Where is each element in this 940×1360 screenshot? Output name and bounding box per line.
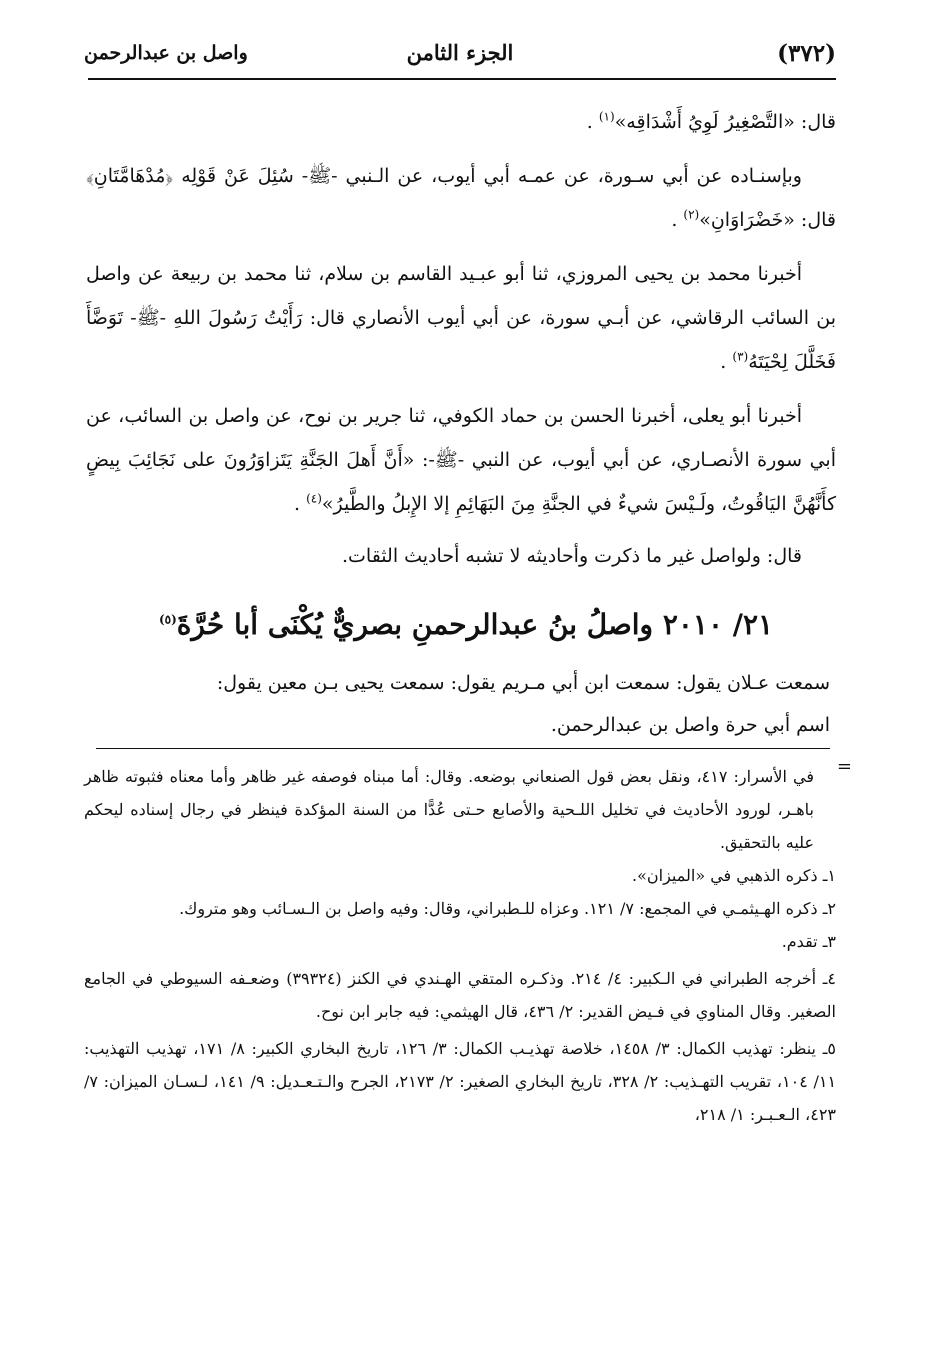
- footnotes: [84, 760, 836, 1131]
- footnote-separator: [96, 748, 826, 749]
- entry-heading: [96, 597, 836, 653]
- paragraph-1-text: قال: «التَّصْغِيرُ لَوِيُ أَشْدَاقِه»: [614, 111, 836, 133]
- paragraph-1: قال: «التَّصْغِيرُ لَوِيُ أَشْدَاقِه»$^{(١)}$ .: [586, 109, 836, 133]
- footnote-ref-3: (٣): [732, 349, 749, 364]
- running-header: [84, 36, 836, 76]
- paragraph-2-text: وبإسنـاده عن أبي سـورة، عن عمـه أبي أيوب، عن الـنبي -ﷺ- سُئِلَ عَنْ قَوْلِه ﴿مُدْهَامَّتَانِ﴾ قال: «خَضْرَاوَانِ»: [86, 165, 836, 231]
- entry-quote: [86, 662, 830, 749]
- entry-quote-line-2: اسم أبي حرة واصل بن عبدالرحمن.: [551, 704, 830, 749]
- footnote-ref-1: (١): [598, 109, 615, 124]
- footnote-1: ١ـ ذكره الذهبي في «الميزان».: [632, 866, 836, 885]
- running-title: واصل بن عبدالرحمن: [84, 42, 248, 64]
- footnote-continuation-mark: =: [836, 756, 852, 777]
- footnote-4: ٤ـ أخرجه الطبراني في الـكبير: ٤/ ٢١٤. وذكـره المتقي الهـندي في الكنز (٣٩٣٢٤) وضعـفه السيوطي في الجامع الصغير. وقال المناوي في فـيض القدير: ٢/ ٤٣٦، قال الهيثمي: فيه جابر ابن نوح.: [84, 969, 837, 1021]
- footnote-ref-2: (٢): [683, 207, 700, 222]
- footnote-2: ٢ـ ذكره الهـيثمـي في المجمع: ٧/ ١٢١. وعزاه للـطبراني، وقال: وفيه واصل بن الـسـائب وهو متروك.: [179, 899, 836, 918]
- paragraph-4: أخبرنا أبو يعلى، أخبرنا الحسن بن حماد الكوفي، ثنا جرير بن نوح، عن واصل بن السائب، عن أبي سورة الأنصـاري، عن أبي أيوب، عن النبي -ﷺ-: «أَنَّ أَهلَ الجَنَّةِ يَتَزاوَرُونَ على نَجَائِبَ بِيضٍ كأَنَّهُنَّ اليَاقُوتُ، ولَـيْسَ شيءٌ في الجنَّةِ مِنَ البَهَائِمِ إلا الإِبلُ والطَّيرُ»$^{(٤)}$ .: [86, 405, 836, 515]
- footnote-ref-5: (٥): [158, 612, 177, 627]
- entry-heading-text: ٢١/ ٢٠١٠ واصلُ بنُ عبدالرحمنِ بصريٌّ يُكْنَى أبا حُرَّةَ: [176, 608, 774, 641]
- footnote-5: ٥ـ ينظر: تهذيب الكمال: ٣/ ١٤٥٨، خلاصة تهذيـب الكمال: ٣/ ١٢٦، تاريخ البخاري الكبير: ٨/ ١٧١، تهذيب التهذيب: ١١/ ١٠٤، تقريب التهـذيب: ٢/ ٣٢٨، تاريخ البخاري الصغير: ٢/ ٢١٧٣، الجرح والـتـعـديل: ٩/ ١٤١، لـسـان الميزان: ٧/ ٤٢٣، الـعـبـر: ١/ ٢١٨،: [84, 1039, 837, 1124]
- paragraph-3: أخبرنا محمد بن يحيى المروزي، ثنا أبو عبـيد القاسم بن سلام، ثنا محمد بن ربيعة عن واصل بن السائب الرقاشي، عن أبـي سورة، عن أبي أيوب الأنصاري قال: رَأَيْتُ رَسُولَ اللهِ -ﷺ- تَوَضَّأَ فَخَلَّلَ لِحْيَتَهُ$^{(٣)}$ .: [86, 263, 836, 373]
- paragraph-3-text: أخبرنا محمد بن يحيى المروزي، ثنا أبو عبـيد القاسم بن سلام، ثنا محمد بن ربيعة عن واصل بن السائب الرقاشي، عن أبـي سورة، عن أبي أيوب الأنصاري قال: رَأَيْتُ رَسُولَ اللهِ -ﷺ- تَوَضَّأَ فَخَلَّلَ لِحْيَتَهُ: [86, 263, 836, 373]
- volume-part: الجزء الثامن: [406, 40, 514, 65]
- header-rule: [88, 78, 836, 80]
- paragraph-2: وبإسنـاده عن أبي سـورة، عن عمـه أبي أيوب، عن الـنبي -ﷺ- سُئِلَ عَنْ قَوْلِه ﴿مُدْهَامَّتَانِ﴾ قال: «خَضْرَاوَانِ»$^{(٢)}$ .: [86, 165, 836, 231]
- entry-quote-line-1: سمعت عـلان يقول: سمعت ابن أبي مـريم يقول: سمعت يحيى بـن معين يقول:: [216, 672, 830, 694]
- footnote-3: ٣ـ تقدم.: [781, 932, 836, 951]
- paragraph-5: قال: ولواصل غير ما ذكرت وأحاديثه لا تشبه أحاديث الثقات.: [341, 545, 802, 567]
- paragraph-4-text: أخبرنا أبو يعلى، أخبرنا الحسن بن حماد الكوفي، ثنا جرير بن نوح، عن واصل بن السائب، عن أبي سورة الأنصـاري، عن أبي أيوب، عن النبي -ﷺ-: «أَنَّ أَهلَ الجَنَّةِ يَتَزاوَرُونَ على نَجَائِبَ بِيضٍ كأَنَّهُنَّ اليَاقُوتُ، ولَـيْسَ شيءٌ في الجنَّةِ مِنَ البَهَائِمِ إلا الإِبلُ والطَّيرُ»: [86, 405, 836, 515]
- page-number: (٣٧٢): [777, 40, 836, 67]
- footnote-continuation: في الأسرار: ٤١٧، ونقل بعض قول الصنعاني بوضعه. وقال: أما مبناه فوصفه غير ظاهر وأما معناه فثبوته ظاهر باهـر، لورود الأحاديث في تخليل اللـحية والأصابع حـتى عُدًّا من السنة المؤكدة فينظر في رجال إسناده ليحكم عليه بالتحقيق.: [84, 767, 814, 852]
- footnote-ref-4: (٤): [306, 491, 322, 506]
- main-text: [86, 100, 836, 578]
